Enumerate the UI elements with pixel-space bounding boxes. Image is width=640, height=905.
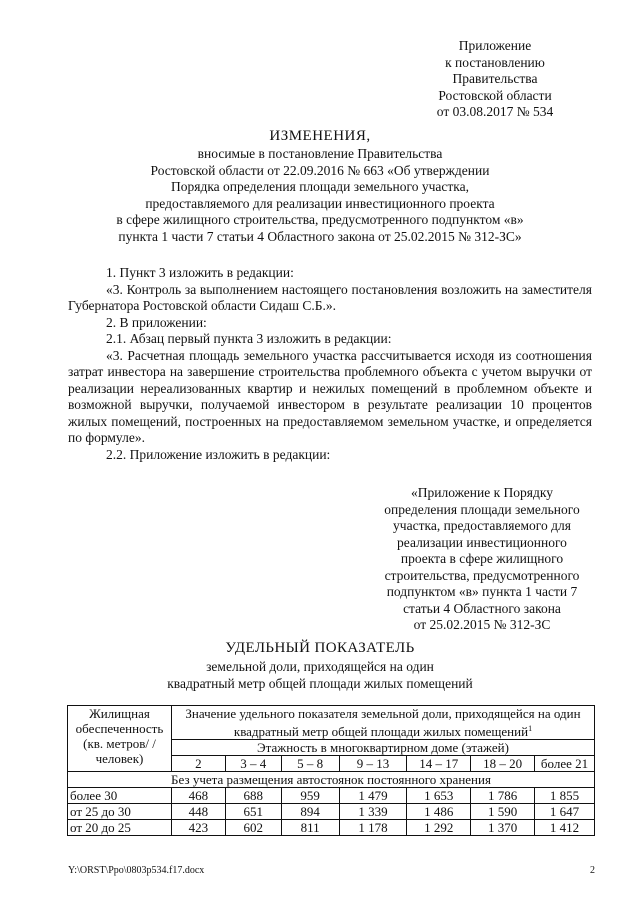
floors-header-cell [171,740,594,756]
table-cell: 651 [225,804,281,820]
reference-line: проекта в сфере жилищного [400,551,564,566]
changes-line: Порядка определения площади земельного участка, [171,179,469,194]
floors-cell: 18 – 20 [471,756,535,772]
value-header: Значение удельного показателя земельной доли, приходящейся на один квадратный метр общей площади жилых помещений [185,706,581,739]
indicator-table [67,705,595,836]
indicator-line: земельной доли, приходящейся на один [206,659,434,674]
appendix-line: Приложение [458,38,532,53]
row-label: от 20 до 25 [68,820,172,836]
row-label: от 25 до 30 [68,804,172,820]
page-number: 2 [590,865,595,876]
appendix-header [395,38,595,121]
appendix-line: Ростовской области [438,87,552,103]
reference-line: строительства, предусмотренного [384,567,580,583]
indicator-title: УДЕЛЬНЫЙ ПОКАЗАТЕЛЬ [225,640,415,656]
paragraph: 1. Пункт 3 изложить в редакции: [106,265,294,280]
floors-cell: 14 – 17 [407,756,471,772]
table-cell: 1 653 [407,788,471,804]
reference-line: «Приложение к Порядку [411,485,553,500]
table-cell: 423 [171,820,225,836]
table-cell: 688 [225,788,281,804]
table-row [68,804,595,820]
paragraph: «3. Контроль за выполнением настоящего постановления возложить на заместителя Губернатора Ростовской области Сидаш С.Б.». [68,281,592,313]
table-cell: 811 [281,820,339,836]
changes-title: ИЗМЕНЕНИЯ, [269,128,371,144]
row-label: более 30 [68,788,172,804]
appendix-reference [368,485,596,634]
footer-file-path: Y:\ORST\Ppo\0803p534.f17.docx [68,865,205,876]
indicator-line: квадратный метр общей площади жилых помещений [167,675,473,691]
value-header-cell [171,706,594,740]
changes-line: вносимые в постановление Правительства [197,146,443,161]
reference-line: подпунктом «в» пункта 1 части 7 [386,584,578,599]
table-cell: 1 786 [471,788,535,804]
table-cell: 894 [281,804,339,820]
floors-cell: 2 [171,756,225,772]
floors-cell: более 21 [535,756,595,772]
paragraph: 2. В приложении: [106,314,207,330]
changes-line: в сфере жилищного строительства, предусмотренного подпунктом «в» [116,212,524,227]
table-cell: 959 [281,788,339,804]
table-cell: 1 479 [339,788,407,804]
reference-line: от 25.02.2015 № 312-ЗС [413,617,551,632]
reference-line: участка, предоставляемого для [393,518,571,533]
table-cell: 1 292 [407,820,471,836]
indicator-subtitle [120,659,520,692]
changes-line: предоставляемого для реализации инвестиционного проекта [145,195,495,211]
floors-cell: 5 – 8 [281,756,339,772]
floors-header: Этажность в многоквартирном доме (этажей) [257,740,509,755]
appendix-line: от 03.08.2017 № 534 [436,104,554,119]
appendix-line: к постановлению [445,54,545,70]
housing-header: Жилищная обеспеченность (кв. метров/ /человек) [75,706,164,766]
body-text [68,265,592,463]
reference-line: статьи 4 Областного закона [403,600,561,616]
reference-line: определения площади земельного [384,501,580,517]
appendix-line: Правительства [452,71,538,86]
floors-cell: 3 – 4 [225,756,281,772]
table-cell: 1 647 [535,804,595,820]
section-row: Без учета размещения автостоянок постоянного хранения [68,772,595,788]
table-row [68,788,595,804]
table-cell: 448 [171,804,225,820]
table-cell: 468 [171,788,225,804]
reference-line: реализации инвестиционного [397,534,567,550]
changes-line: Ростовской области от 22.09.2016 № 663 «Об утверждении [150,162,490,178]
changes-line: пункта 1 части 7 статьи 4 Областного закона от 25.02.2015 № 312-ЗС» [118,228,522,244]
floors-cell: 9 – 13 [339,756,407,772]
table-cell: 602 [225,820,281,836]
table-cell: 1 370 [471,820,535,836]
housing-header-cell [68,706,172,772]
table-cell: 1 855 [535,788,595,804]
table-cell: 1 339 [339,804,407,820]
footnote-mark: 1 [528,724,533,733]
table-cell: 1 178 [339,820,407,836]
table-row [68,820,595,836]
paragraph: 2.2. Приложение изложить в редакции: [106,446,331,462]
changes-subtitle [90,146,550,245]
table-cell: 1 590 [471,804,535,820]
paragraph: 2.1. Абзац первый пункта 3 изложить в редакции: [106,331,392,346]
table-cell: 1 486 [407,804,471,820]
paragraph: «3. Расчетная площадь земельного участка рассчитывается исходя из соотношения затрат инвестора на завершение строительства проблемного объекта с учетом выручки от реализации нереализованных квартир и нежилых помещений в проблемном объекте и возможной выручки, получаемой инвестором в результате реализации 10 процентов жилых помещений, построенных на предоставляемом земельном участке, и определяется по формуле». [68,347,592,445]
table-cell: 1 412 [535,820,595,836]
